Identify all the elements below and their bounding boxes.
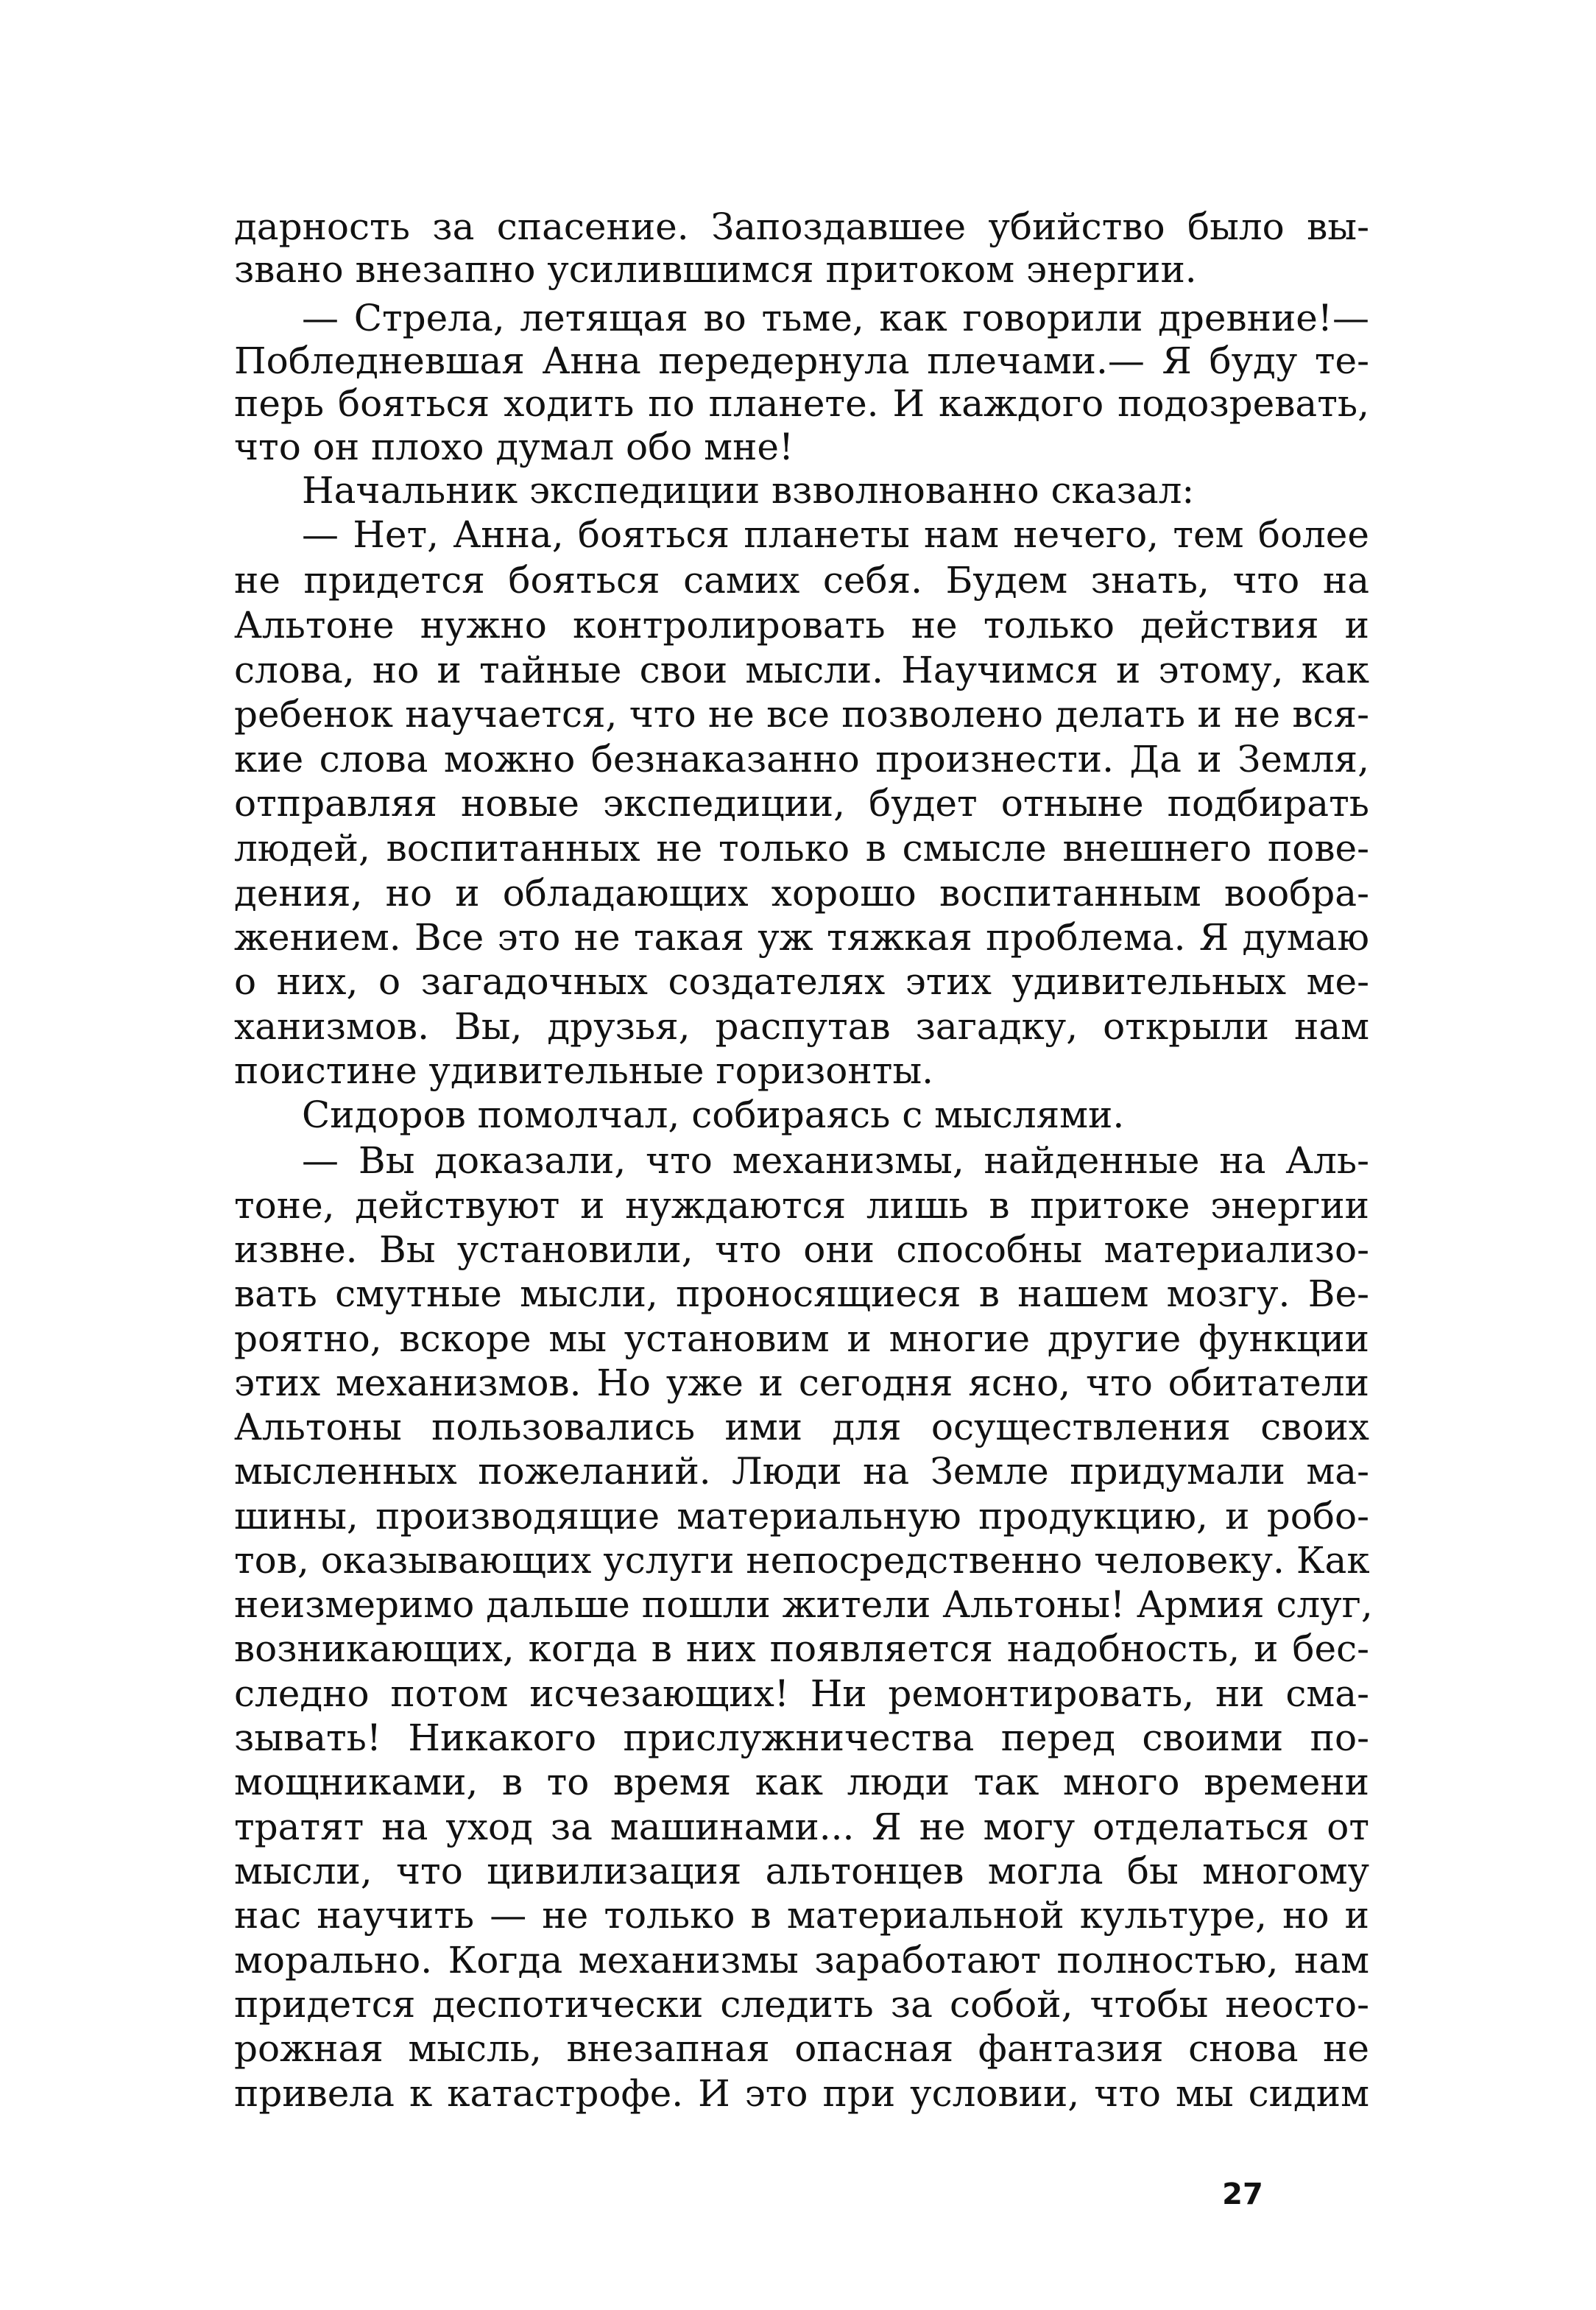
text-line: жением. Все это не такая уж тяжкая проблема. Я думаю bbox=[234, 916, 1369, 959]
text-line: придется деспотически следить за собой, чтобы неосто- bbox=[234, 1983, 1369, 2026]
text-line: зывать! Никакого прислужничества перед своими по- bbox=[234, 1716, 1369, 1759]
text-line: мысленных пожеланий. Люди на Земле придумали ма- bbox=[234, 1450, 1369, 1493]
text-line: нас научить — не только в материальной культуре, но и bbox=[234, 1894, 1369, 1937]
text-line: тоне, действуют и нуждаются лишь в притоке энергии bbox=[234, 1184, 1369, 1227]
text-line: извне. Вы установили, что они способны материализо- bbox=[234, 1228, 1369, 1271]
text-line: вать смутные мысли, проносящиеся в нашем мозгу. Ве- bbox=[234, 1272, 1369, 1315]
text-line: отправляя новые экспедиции, будет отныне подбирать bbox=[234, 782, 1369, 825]
text-line: возникающих, когда в них появляется надобность, и бес- bbox=[234, 1627, 1369, 1670]
text-line: Альтоне нужно контролировать не только действия и bbox=[234, 604, 1369, 647]
text-line: следно потом исчезающих! Ни ремонтировать, ни сма- bbox=[234, 1672, 1369, 1715]
text-line: неизмеримо дальше пошли жители Альтоны! Армия слуг, bbox=[234, 1583, 1373, 1626]
text-line: морально. Когда механизмы заработают полностью, нам bbox=[234, 1939, 1369, 1982]
text-line: поистине удивительные горизонты. bbox=[234, 1049, 934, 1092]
text-line: шины, производящие материальную продукцию, и робо- bbox=[234, 1495, 1369, 1538]
text-line: Начальник экспедиции взволнованно сказал: bbox=[302, 469, 1195, 512]
text-line: ханизмов. Вы, друзья, распутав загадку, открыли нам bbox=[234, 1005, 1369, 1048]
text-line: людей, воспитанных не только в смысле внешнего пове- bbox=[234, 827, 1369, 870]
text-line: кие слова можно безнаказанно произнести. Да и Земля, bbox=[234, 738, 1369, 781]
text-line: слова, но и тайные свои мысли. Научимся и этому, как bbox=[234, 649, 1369, 691]
text-line: звано внезапно усилившимся притоком энергии. bbox=[234, 248, 1197, 291]
text-line: тратят на уход за машинами... Я не могу отделаться от bbox=[234, 1806, 1369, 1848]
text-line: мысли, что цивилизация альтонцев могла бы многому bbox=[234, 1850, 1369, 1892]
text-line: — Нет, Анна, бояться планеты нам нечего, тем более bbox=[302, 513, 1369, 556]
text-line: рожная мысль, внезапная опасная фантазия снова не bbox=[234, 2027, 1369, 2070]
text-line: — Стрела, летящая во тьме, как говорили древние!— bbox=[302, 297, 1369, 339]
text-line: тов, оказывающих услуги непосредственно человеку. Как bbox=[234, 1539, 1370, 1582]
text-line: привела к катастрофе. И это при условии, что мы сидим bbox=[234, 2072, 1369, 2115]
text-line: дарность за спасение. Запоздавшее убийство было вы- bbox=[234, 205, 1369, 248]
text-line: что он плохо думал обо мне! bbox=[234, 426, 794, 468]
text-line: о них, о загадочных создателях этих удивительных ме- bbox=[234, 960, 1369, 1003]
page-number: 27 bbox=[1222, 2177, 1263, 2211]
text-line: перь бояться ходить по планете. И каждого подозревать, bbox=[234, 382, 1369, 425]
text-line: Побледневшая Анна передернула плечами.— Я буду те- bbox=[234, 339, 1369, 382]
text-line: Альтоны пользовались ими для осуществления своих bbox=[234, 1406, 1369, 1448]
text-line: не придется бояться самих себя. Будем знать, что на bbox=[234, 559, 1369, 602]
text-line: роятно, вскоре мы установим и многие другие функции bbox=[234, 1317, 1369, 1360]
text-line: мощниками, в то время как люди так много времени bbox=[234, 1761, 1369, 1803]
text-line: Сидоров помолчал, собираясь с мыслями. bbox=[302, 1094, 1125, 1136]
text-line: ребенок научается, что не все позволено делать и не вся- bbox=[234, 693, 1369, 736]
text-line: — Вы доказали, что механизмы, найденные на Аль- bbox=[302, 1139, 1369, 1182]
text-line: дения, но и обладающих хорошо воспитанным вообра- bbox=[234, 872, 1369, 915]
text-line: этих механизмов. Но уже и сегодня ясно, что обитатели bbox=[234, 1362, 1369, 1404]
